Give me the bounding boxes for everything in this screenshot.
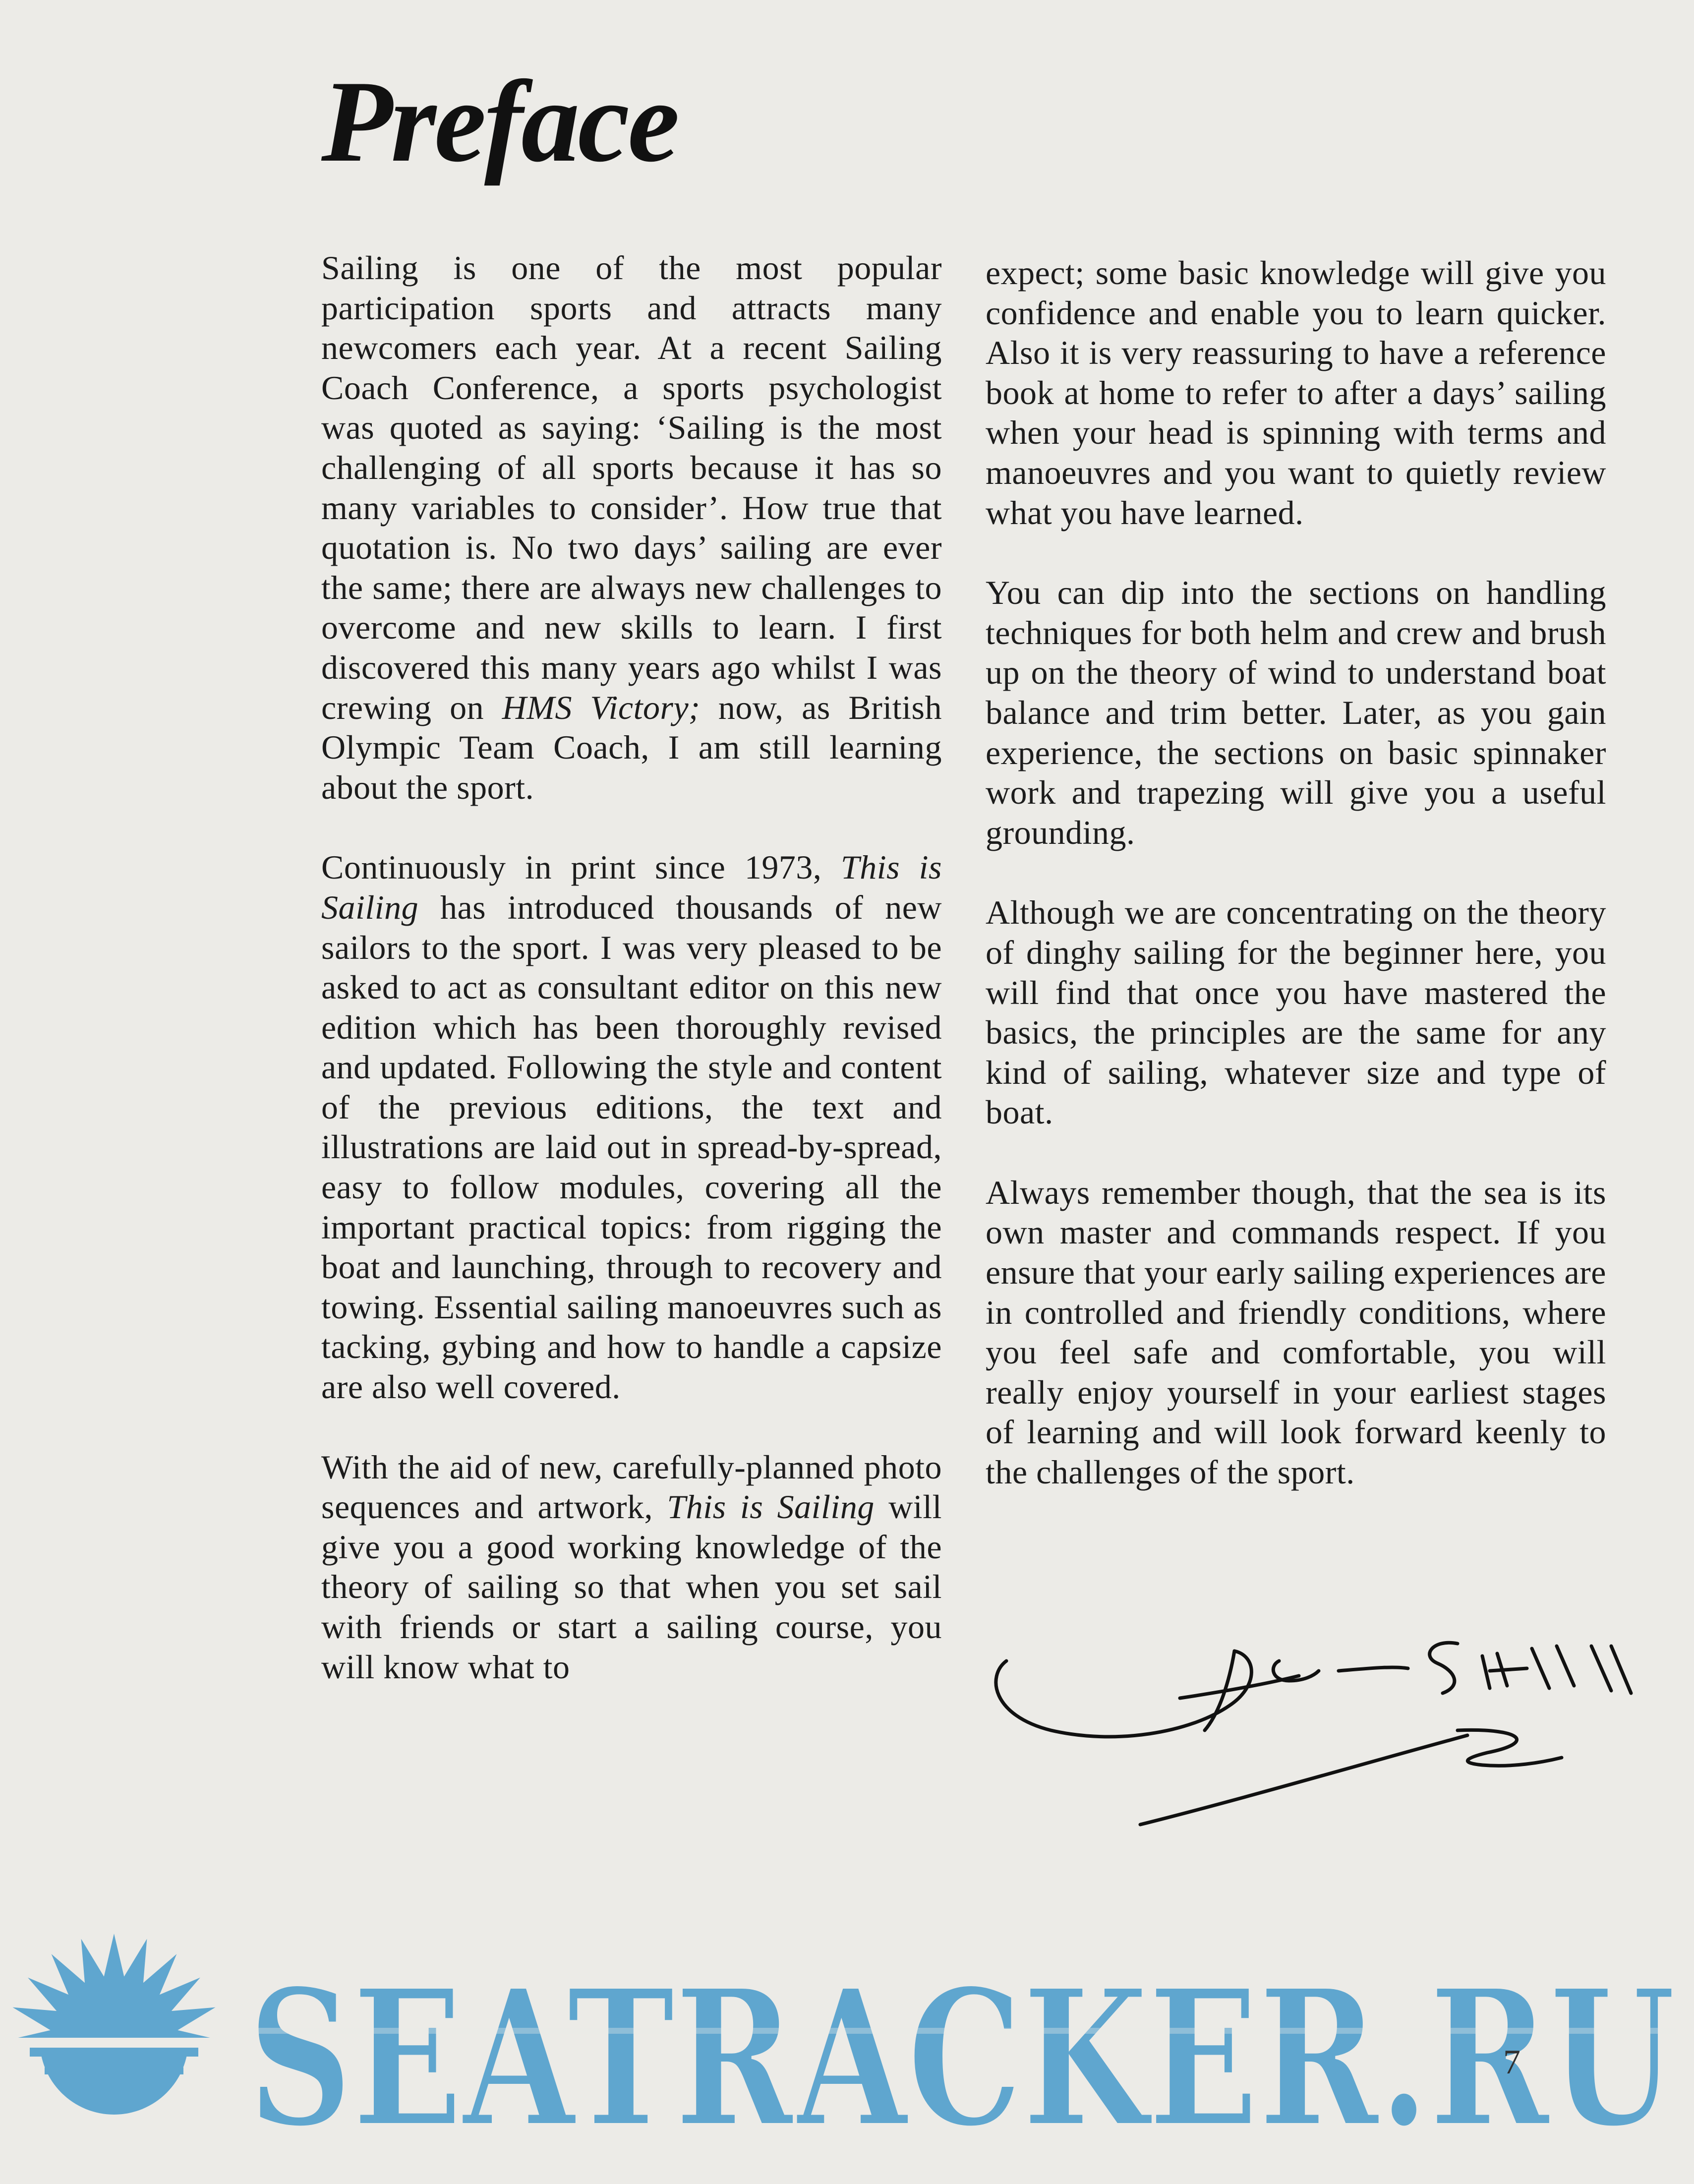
watermark-text: SEATRACKER.RU xyxy=(248,1948,1676,2142)
page-title: Preface xyxy=(321,57,678,186)
paragraph-1-text: Sailing is one of the most popular participation sports and attracts many newcomers each year. At a recent Sailing Coach Conference, a sports psychologist was quoted as saying: ‘Sailing is the most challenging of all sports because it has so many variables to consider’. How true that quotation is. No two days’ sailing are ever the same; there are always new challenges to overcome and new skills to learn. I first discovered this many years ago whilst I was crewing on xyxy=(321,249,942,726)
watermark xyxy=(0,1924,1694,2142)
paragraph-2-text-end: has introduced thousands of new sailors to the sport. I was very pleased to be asked to act as consultant editor on this new edition which has been thoroughly revised and updated. Following the style and content of the previous editions, the text and illustrations are laid out in spread-by-spread, easy to follow modules, covering all the important practical topics: from rigging the boat and launching, through to recovery and towing. Essential sailing manoeuvres such as tacking, gybing and how to handle a capsize are also well covered. xyxy=(321,888,942,1406)
text-column-left xyxy=(321,248,942,1727)
paragraph-4: expect; some basic knowledge will give you confidence and enable you to learn quicker. Also it is very reassuring to have a reference book at home to refer to after a days’ sailing when your head is spinning with terms and manoeuvres and you want to quietly review what you have learned. xyxy=(986,254,1606,531)
paragraph-2-text: Continuously in print since 1973, xyxy=(321,848,841,886)
paragraph-3-text-end: will give you a good working knowledge of the theory of sailing so that when you set sail with friends or start a sailing course, you will know what to xyxy=(321,1488,942,1686)
sun-logo-icon xyxy=(7,1934,221,2142)
paragraph-6: Although we are concentrating on the theory of dinghy sailing for the beginner here, you will find that once you have mastered the basics, the principles are the same for any kind of sailing, whatever size and type of boat. xyxy=(986,893,1606,1131)
paragraph-1-text-end: now, as British Olympic Team Coach, I am still learning about the sport. xyxy=(321,688,942,806)
book-title: This is Sailing xyxy=(321,848,942,926)
paragraph-2 xyxy=(321,847,942,1407)
paragraph-7: Always remember though, that the sea is its own master and commands respect. If you ensure that your early sailing experiences are in controlled and friendly conditions, where you feel safe and comfortable, you will really enjoy yourself in your earliest stages of learning and will look forward keenly to the challenges of the sport. xyxy=(986,1173,1606,1491)
paragraph-1 xyxy=(321,248,942,807)
paragraph-3 xyxy=(321,1447,942,1687)
text-column-right xyxy=(986,253,1606,1533)
book-title: This is Sailing xyxy=(667,1488,875,1526)
paragraph-3-text: With the aid of new, carefully-planned photo sequences and artwork, xyxy=(321,1448,942,1526)
ship-name: HMS Victory; xyxy=(502,688,701,726)
author-signature xyxy=(972,1606,1656,1834)
page-number: 7 xyxy=(1503,2043,1520,2081)
paragraph-5: You can dip into the sections on handling techniques for both helm and crew and brush up on the theory of wind to understand boat balance and trim better. Later, as you gain experience, the sections on basic spinnaker work and trapezing will give you a useful grounding. xyxy=(986,574,1606,851)
